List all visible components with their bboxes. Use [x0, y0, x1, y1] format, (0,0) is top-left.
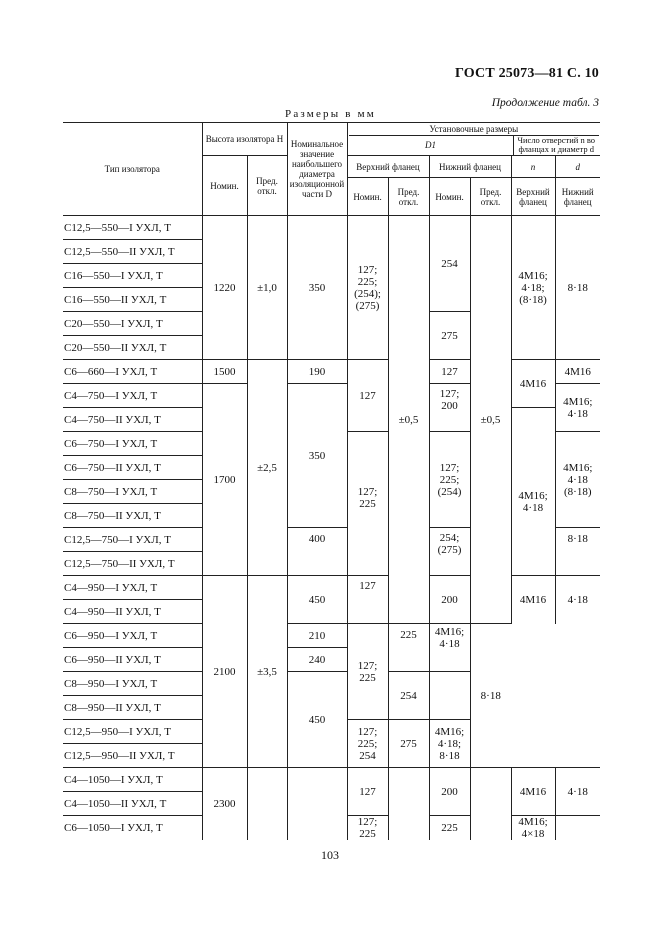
lower-flange-value: 254	[388, 672, 429, 720]
holes-lower-value: 4·18	[555, 768, 600, 816]
height-value: 2100	[202, 576, 247, 768]
upper-nom-header: Номин.	[347, 178, 388, 216]
lower-flange-value: 200	[429, 768, 470, 816]
table-row-type: С4—950—I УХЛ, Т	[63, 576, 202, 600]
col-header-height: Высота изолятора H	[202, 123, 287, 156]
upper-flange-deviation: ±0,5	[388, 216, 429, 624]
holes-label: Число отверстий n во фланцах и диаметр d	[517, 135, 596, 154]
table-row-type: С16—550—II УХЛ, Т	[63, 288, 202, 312]
diameter-value: 350	[287, 216, 347, 360]
standard-designation: ГОСТ 25073—81 С. 10	[455, 66, 599, 81]
col-header-mount	[347, 123, 600, 156]
diameter-empty	[287, 768, 347, 841]
holes-lower-header: Нижний фланец	[555, 178, 600, 216]
table-row-type: С4—950—II УХЛ, Т	[63, 600, 202, 624]
holes-lower-value: 8·18	[470, 624, 511, 768]
lower-flange-value: 225	[429, 816, 470, 841]
table-row-type: С6—750—II УХЛ, Т	[63, 456, 202, 480]
table-row-type: С12,5—750—II УХЛ, Т	[63, 552, 202, 576]
table-row-type: С12,5—950—II УХЛ, Т	[63, 744, 202, 768]
page-header	[0, 0, 661, 120]
lower-flange-deviation: ±0,5	[470, 216, 511, 624]
lower-dev-header: Пред. откл.	[470, 178, 511, 216]
lower-flange-value: 225	[388, 624, 429, 672]
holes-upper-header: Верхний фланец	[511, 178, 555, 216]
holes-lower-value: 4М16	[555, 360, 600, 384]
table-row-type: С4—1050—II УХЛ, Т	[63, 792, 202, 816]
holes-upper-value: 4М16; 4·18; 8·18	[429, 720, 470, 768]
table-row-type: С4—750—I УХЛ, Т	[63, 384, 202, 408]
height-deviation: ±1,0	[247, 216, 287, 360]
holes-lower-value: 4·18	[555, 576, 600, 624]
lower-flange-value: 275	[429, 312, 470, 360]
holes-upper-value: 4М16	[511, 768, 555, 816]
height-deviation: ±3,5	[247, 576, 287, 768]
holes-upper-value: 4М16; 4·18	[511, 408, 555, 576]
lower-flange-value: 200	[429, 576, 470, 624]
diameter-value: 450	[287, 672, 347, 768]
upper-flange-value: 127; 225	[347, 816, 388, 841]
table-row-type: С12,5—550—II УХЛ, Т	[63, 240, 202, 264]
table-row-type: С6—660—I УХЛ, Т	[63, 360, 202, 384]
height-value: 1220	[202, 216, 247, 360]
table-row-type: С16—550—I УХЛ, Т	[63, 264, 202, 288]
table-row-type: С6—750—I УХЛ, Т	[63, 432, 202, 456]
upper-flange-header: Верхний фланец	[347, 156, 429, 178]
table-continuation-note: Продолжение табл. 3	[491, 97, 599, 109]
table-row-type: С20—550—II УХЛ, Т	[63, 336, 202, 360]
table-row-type: С12,5—750—I УХЛ, Т	[63, 528, 202, 552]
insulator-dimensions-table	[63, 122, 600, 840]
upper-flange-value: 127; 225	[347, 624, 388, 720]
holes-lower-value: 4М16; 4·18 (8·18)	[555, 432, 600, 528]
table-row-type: С6—950—I УХЛ, Т	[63, 624, 202, 648]
table-row-type: С20—550—I УХЛ, Т	[63, 312, 202, 336]
d1-label: D1	[349, 136, 514, 155]
table-row-type: С4—750—II УХЛ, Т	[63, 408, 202, 432]
table-row-type: С8—950—I УХЛ, Т	[63, 672, 202, 696]
lower-flange-value: 275	[388, 720, 429, 768]
upper-flange-value: 127	[347, 576, 388, 624]
upper-flange-value: 127; 225	[347, 432, 388, 576]
diameter-value: 190	[287, 360, 347, 384]
diameter-value: 400	[287, 528, 347, 576]
lower-flange-deviation-empty	[470, 768, 511, 841]
col-header-type: Тип изолятора	[63, 123, 202, 216]
table-row-type: С8—750—II УХЛ, Т	[63, 504, 202, 528]
d-header: d	[555, 156, 600, 178]
lower-nom-header: Номин.	[429, 178, 470, 216]
diameter-value: 210	[287, 624, 347, 648]
holes-upper-value: 4М16; 4·18; (8·18)	[511, 216, 555, 360]
holes-upper-value: 4М16; 4×18	[511, 816, 555, 841]
diameter-value: 450	[287, 576, 347, 624]
upper-flange-deviation-empty	[388, 768, 429, 841]
holes-lower-empty	[555, 816, 600, 841]
holes-upper-value: 4М16	[511, 576, 555, 624]
n-header: n	[511, 156, 555, 178]
height-value: 1700	[202, 384, 247, 576]
upper-flange-value: 127; 225; (254); (275)	[347, 216, 388, 360]
upper-flange-value: 127	[347, 768, 388, 816]
lower-flange-value: 127; 200	[429, 384, 470, 432]
table-row-type: С12,5—950—I УХЛ, Т	[63, 720, 202, 744]
holes-upper-value: 4М16; 4·18	[429, 624, 470, 672]
mount-title: Установочные размеры	[349, 123, 600, 136]
col-header-diameter: Номинальное значение наибольшего диаметра изоляционной части D	[287, 123, 347, 216]
units-caption: Размеры в мм	[285, 108, 376, 120]
holes-lower-value: 8·18	[555, 216, 600, 360]
table-row-type: С8—950—II УХЛ, Т	[63, 696, 202, 720]
height-dev-header: Пред. откл.	[247, 156, 287, 216]
height-value: 1500	[202, 360, 247, 384]
lower-flange-value: 254; (275)	[429, 528, 470, 576]
height-deviation-empty	[247, 768, 287, 841]
table-row-type: С8—750—I УХЛ, Т	[63, 480, 202, 504]
height-nom-header: Номин.	[202, 156, 247, 216]
table-row-type: С4—1050—I УХЛ, Т	[63, 768, 202, 792]
lower-flange-header: Нижний фланец	[429, 156, 511, 178]
holes-lower-value: 4М16; 4·18	[555, 384, 600, 432]
lower-flange-value: 127; 225; (254)	[429, 432, 470, 528]
table-row-type: С12,5—550—I УХЛ, Т	[63, 216, 202, 240]
upper-flange-value: 127	[347, 360, 388, 432]
upper-flange-value: 127; 225; 254	[347, 720, 388, 768]
holes-upper-value: 4М16	[511, 360, 555, 408]
upper-dev-header: Пред. откл.	[388, 178, 429, 216]
table-row-type: С6—1050—I УХЛ, Т	[63, 816, 202, 841]
holes-upper-empty	[429, 672, 470, 720]
diameter-value: 350	[287, 384, 347, 528]
diameter-value: 240	[287, 648, 347, 672]
lower-flange-value: 127	[429, 360, 470, 384]
page-number: 103	[321, 848, 339, 862]
height-deviation: ±2,5	[247, 360, 287, 576]
table-row-type: С6—950—II УХЛ, Т	[63, 648, 202, 672]
lower-flange-value: 254	[429, 216, 470, 312]
holes-lower-value: 8·18	[555, 528, 600, 576]
height-value: 2300	[202, 768, 247, 841]
